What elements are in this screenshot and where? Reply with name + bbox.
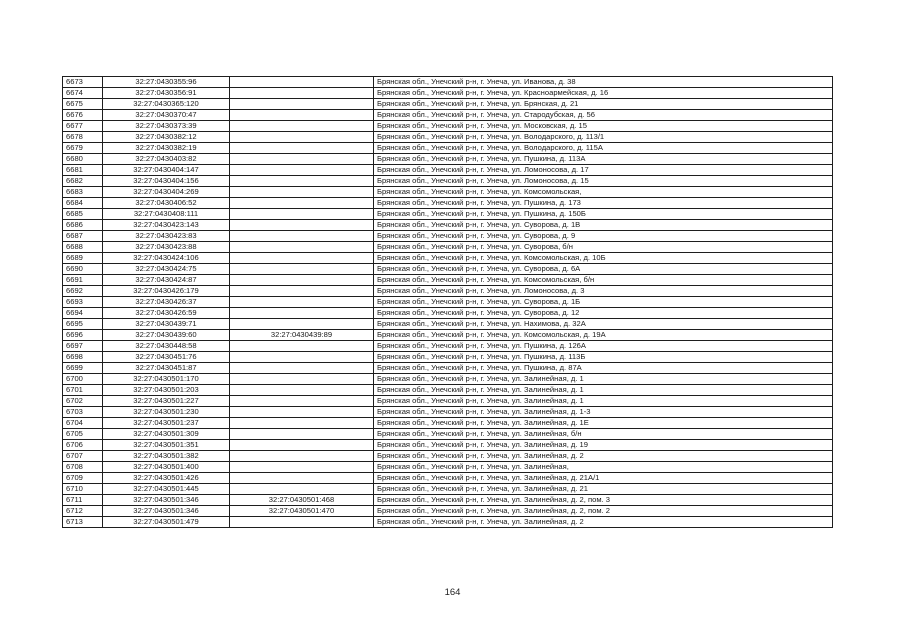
linked-cadastral-number-cell (230, 341, 374, 352)
linked-cadastral-number-cell: 32:27:0430501:470 (230, 506, 374, 517)
linked-cadastral-number-cell (230, 110, 374, 121)
row-number-cell: 6705 (63, 429, 103, 440)
linked-cadastral-number-cell (230, 462, 374, 473)
address-cell: Брянская обл., Унечский р-н, г. Унеча, ул. Залинейная, д. 1-3 (374, 407, 833, 418)
table-row (63, 484, 833, 495)
table-row (63, 176, 833, 187)
table-row (63, 374, 833, 385)
linked-cadastral-number-cell (230, 220, 374, 231)
cadastral-number-cell: 32:27:0430382:12 (103, 132, 230, 143)
cadastral-number-cell: 32:27:0430406:52 (103, 198, 230, 209)
row-number-cell: 6696 (63, 330, 103, 341)
linked-cadastral-number-cell (230, 77, 374, 88)
row-number-cell: 6687 (63, 231, 103, 242)
table-row (63, 308, 833, 319)
row-number-cell: 6692 (63, 286, 103, 297)
cadastral-number-cell: 32:27:0430501:445 (103, 484, 230, 495)
table-row (63, 462, 833, 473)
address-cell: Брянская обл., Унечский р-н, г. Унеча, ул. Суворова, д. 6А (374, 264, 833, 275)
address-cell: Брянская обл., Унечский р-н, г. Унеча, ул. Красноармейская, д. 16 (374, 88, 833, 99)
table-row (63, 286, 833, 297)
table-row (63, 330, 833, 341)
linked-cadastral-number-cell: 32:27:0430501:468 (230, 495, 374, 506)
row-number-cell: 6706 (63, 440, 103, 451)
row-number-cell: 6693 (63, 297, 103, 308)
address-cell: Брянская обл., Унечский р-н, г. Унеча, ул. Залинейная, д. 1 (374, 396, 833, 407)
address-cell: Брянская обл., Унечский р-н, г. Унеча, ул. Залинейная, д. 1 (374, 374, 833, 385)
row-number-cell: 6678 (63, 132, 103, 143)
cadastral-number-cell: 32:27:0430501:426 (103, 473, 230, 484)
linked-cadastral-number-cell (230, 429, 374, 440)
table-row (63, 473, 833, 484)
address-cell: Брянская обл., Унечский р-н, г. Унеча, ул. Суворова, д. 1В (374, 220, 833, 231)
row-number-cell: 6712 (63, 506, 103, 517)
address-cell: Брянская обл., Унечский р-н, г. Унеча, ул. Залинейная, д. 2, пом. 2 (374, 506, 833, 517)
linked-cadastral-number-cell (230, 121, 374, 132)
table-row (63, 110, 833, 121)
linked-cadastral-number-cell (230, 275, 374, 286)
row-number-cell: 6682 (63, 176, 103, 187)
cadastral-number-cell: 32:27:0430355:96 (103, 77, 230, 88)
linked-cadastral-number-cell (230, 451, 374, 462)
linked-cadastral-number-cell (230, 286, 374, 297)
row-number-cell: 6685 (63, 209, 103, 220)
linked-cadastral-number-cell: 32:27:0430439:89 (230, 330, 374, 341)
row-number-cell: 6701 (63, 385, 103, 396)
table-row (63, 275, 833, 286)
cadastral-number-cell: 32:27:0430501:230 (103, 407, 230, 418)
table-row (63, 341, 833, 352)
row-number-cell: 6675 (63, 99, 103, 110)
cadastral-number-cell: 32:27:0430451:87 (103, 363, 230, 374)
address-cell: Брянская обл., Унечский р-н, г. Унеча, ул. Суворова, б/н (374, 242, 833, 253)
row-number-cell: 6702 (63, 396, 103, 407)
row-number-cell: 6681 (63, 165, 103, 176)
row-number-cell: 6713 (63, 517, 103, 528)
table-row (63, 231, 833, 242)
row-number-cell: 6676 (63, 110, 103, 121)
row-number-cell: 6689 (63, 253, 103, 264)
linked-cadastral-number-cell (230, 352, 374, 363)
linked-cadastral-number-cell (230, 209, 374, 220)
cadastral-number-cell: 32:27:0430404:269 (103, 187, 230, 198)
linked-cadastral-number-cell (230, 154, 374, 165)
linked-cadastral-number-cell (230, 88, 374, 99)
cadastral-number-cell: 32:27:0430365:120 (103, 99, 230, 110)
row-number-cell: 6680 (63, 154, 103, 165)
cadastral-number-cell: 32:27:0430501:203 (103, 385, 230, 396)
page-number: 164 (444, 587, 461, 598)
cadastral-number-cell: 32:27:0430404:147 (103, 165, 230, 176)
linked-cadastral-number-cell (230, 253, 374, 264)
table-row (63, 165, 833, 176)
address-cell: Брянская обл., Унечский р-н, г. Унеча, ул. Пушкина, д. 113А (374, 154, 833, 165)
cadastral-number-cell: 32:27:0430501:170 (103, 374, 230, 385)
row-number-cell: 6698 (63, 352, 103, 363)
address-cell: Брянская обл., Унечский р-н, г. Унеча, ул. Суворова, д. 12 (374, 308, 833, 319)
row-number-cell: 6688 (63, 242, 103, 253)
row-number-cell: 6708 (63, 462, 103, 473)
cadastral-number-cell: 32:27:0430424:75 (103, 264, 230, 275)
cadastral-number-cell: 32:27:0430408:111 (103, 209, 230, 220)
address-cell: Брянская обл., Унечский р-н, г. Унеча, ул. Залинейная, д. 19 (374, 440, 833, 451)
address-cell: Брянская обл., Унечский р-н, г. Унеча, ул. Володарского, д. 115А (374, 143, 833, 154)
linked-cadastral-number-cell (230, 407, 374, 418)
row-number-cell: 6674 (63, 88, 103, 99)
cadastral-number-cell: 32:27:0430373:39 (103, 121, 230, 132)
registry-table (62, 76, 833, 528)
linked-cadastral-number-cell (230, 165, 374, 176)
address-cell: Брянская обл., Унечский р-н, г. Унеча, ул. Комсомольская, (374, 187, 833, 198)
address-cell: Брянская обл., Унечский р-н, г. Унеча, ул. Залинейная, д. 2, пом. 3 (374, 495, 833, 506)
address-cell: Брянская обл., Унечский р-н, г. Унеча, ул. Пушкина, д. 173 (374, 198, 833, 209)
table-row (63, 99, 833, 110)
address-cell: Брянская обл., Унечский р-н, г. Унеча, ул. Пушкина, д. 126А (374, 341, 833, 352)
row-number-cell: 6703 (63, 407, 103, 418)
cadastral-number-cell: 32:27:0430501:479 (103, 517, 230, 528)
row-number-cell: 6679 (63, 143, 103, 154)
cadastral-number-cell: 32:27:0430356:91 (103, 88, 230, 99)
table-row (63, 506, 833, 517)
row-number-cell: 6711 (63, 495, 103, 506)
row-number-cell: 6707 (63, 451, 103, 462)
address-cell: Брянская обл., Унечский р-н, г. Унеча, ул. Суворова, д. 9 (374, 231, 833, 242)
cadastral-number-cell: 32:27:0430424:87 (103, 275, 230, 286)
address-cell: Брянская обл., Унечский р-н, г. Унеча, ул. Московская, д. 15 (374, 121, 833, 132)
cadastral-number-cell: 32:27:0430501:346 (103, 506, 230, 517)
linked-cadastral-number-cell (230, 517, 374, 528)
cadastral-number-cell: 32:27:0430501:309 (103, 429, 230, 440)
linked-cadastral-number-cell (230, 484, 374, 495)
row-number-cell: 6697 (63, 341, 103, 352)
table-row (63, 88, 833, 99)
row-number-cell: 6709 (63, 473, 103, 484)
linked-cadastral-number-cell (230, 297, 374, 308)
table-row (63, 77, 833, 88)
table-row (63, 297, 833, 308)
cadastral-number-cell: 32:27:0430382:19 (103, 143, 230, 154)
address-cell: Брянская обл., Унечский р-н, г. Унеча, ул. Пушкина, д. 113Б (374, 352, 833, 363)
cadastral-number-cell: 32:27:0430370:47 (103, 110, 230, 121)
cadastral-number-cell: 32:27:0430423:88 (103, 242, 230, 253)
linked-cadastral-number-cell (230, 396, 374, 407)
table-row (63, 407, 833, 418)
cadastral-number-cell: 32:27:0430426:179 (103, 286, 230, 297)
linked-cadastral-number-cell (230, 319, 374, 330)
table-row (63, 121, 833, 132)
address-cell: Брянская обл., Унечский р-н, г. Унеча, ул. Пушкина, д. 87А (374, 363, 833, 374)
row-number-cell: 6710 (63, 484, 103, 495)
address-cell: Брянская обл., Унечский р-н, г. Унеча, ул. Залинейная, д. 2 (374, 517, 833, 528)
table-row (63, 187, 833, 198)
table-row (63, 198, 833, 209)
table-row (63, 220, 833, 231)
linked-cadastral-number-cell (230, 363, 374, 374)
cadastral-number-cell: 32:27:0430423:143 (103, 220, 230, 231)
linked-cadastral-number-cell (230, 99, 374, 110)
linked-cadastral-number-cell (230, 231, 374, 242)
address-cell: Брянская обл., Унечский р-н, г. Унеча, ул. Пушкина, д. 150Б (374, 209, 833, 220)
address-cell: Брянская обл., Унечский р-н, г. Унеча, ул. Суворова, д. 1Б (374, 297, 833, 308)
address-cell: Брянская обл., Унечский р-н, г. Унеча, ул. Ломоносова, д. 15 (374, 176, 833, 187)
row-number-cell: 6695 (63, 319, 103, 330)
cadastral-number-cell: 32:27:0430404:156 (103, 176, 230, 187)
table-row (63, 451, 833, 462)
cadastral-number-cell: 32:27:0430426:59 (103, 308, 230, 319)
cadastral-number-cell: 32:27:0430501:400 (103, 462, 230, 473)
linked-cadastral-number-cell (230, 176, 374, 187)
table-row (63, 209, 833, 220)
linked-cadastral-number-cell (230, 308, 374, 319)
row-number-cell: 6684 (63, 198, 103, 209)
address-cell: Брянская обл., Унечский р-н, г. Унеча, ул. Залинейная, д. 21 (374, 484, 833, 495)
linked-cadastral-number-cell (230, 198, 374, 209)
table-row (63, 242, 833, 253)
cadastral-number-cell: 32:27:0430424:106 (103, 253, 230, 264)
cadastral-number-cell: 32:27:0430448:58 (103, 341, 230, 352)
linked-cadastral-number-cell (230, 374, 374, 385)
cadastral-number-cell: 32:27:0430451:76 (103, 352, 230, 363)
cadastral-number-cell: 32:27:0430501:351 (103, 440, 230, 451)
linked-cadastral-number-cell (230, 132, 374, 143)
address-cell: Брянская обл., Унечский р-н, г. Унеча, ул. Залинейная, б/н (374, 429, 833, 440)
row-number-cell: 6677 (63, 121, 103, 132)
linked-cadastral-number-cell (230, 418, 374, 429)
table-row (63, 319, 833, 330)
linked-cadastral-number-cell (230, 264, 374, 275)
cadastral-number-cell: 32:27:0430439:60 (103, 330, 230, 341)
cadastral-number-cell: 32:27:0430501:346 (103, 495, 230, 506)
address-cell: Брянская обл., Унечский р-н, г. Унеча, ул. Залинейная, д. 1Е (374, 418, 833, 429)
table-row (63, 363, 833, 374)
cadastral-number-cell: 32:27:0430501:382 (103, 451, 230, 462)
row-number-cell: 6700 (63, 374, 103, 385)
cadastral-number-cell: 32:27:0430426:37 (103, 297, 230, 308)
row-number-cell: 6704 (63, 418, 103, 429)
cadastral-number-cell: 32:27:0430439:71 (103, 319, 230, 330)
row-number-cell: 6686 (63, 220, 103, 231)
registry-table-body (63, 77, 833, 528)
table-row (63, 264, 833, 275)
table-row (63, 396, 833, 407)
address-cell: Брянская обл., Унечский р-н, г. Унеча, ул. Ломоносова, д. 17 (374, 165, 833, 176)
table-row (63, 385, 833, 396)
address-cell: Брянская обл., Унечский р-н, г. Унеча, ул. Залинейная, д. 2 (374, 451, 833, 462)
address-cell: Брянская обл., Унечский р-н, г. Унеча, ул. Залинейная, д. 21А/1 (374, 473, 833, 484)
row-number-cell: 6673 (63, 77, 103, 88)
table-row (63, 495, 833, 506)
table-row (63, 352, 833, 363)
table-row (63, 132, 833, 143)
address-cell: Брянская обл., Унечский р-н, г. Унеча, ул. Залинейная, д. 1 (374, 385, 833, 396)
row-number-cell: 6691 (63, 275, 103, 286)
address-cell: Брянская обл., Унечский р-н, г. Унеча, ул. Ломоносова, д. 3 (374, 286, 833, 297)
linked-cadastral-number-cell (230, 242, 374, 253)
table-row (63, 418, 833, 429)
address-cell: Брянская обл., Унечский р-н, г. Унеча, ул. Стародубская, д. 56 (374, 110, 833, 121)
address-cell: Брянская обл., Унечский р-н, г. Унеча, ул. Иванова, д. 38 (374, 77, 833, 88)
row-number-cell: 6699 (63, 363, 103, 374)
linked-cadastral-number-cell (230, 440, 374, 451)
cadastral-number-cell: 32:27:0430423:83 (103, 231, 230, 242)
linked-cadastral-number-cell (230, 187, 374, 198)
cadastral-number-cell: 32:27:0430403:82 (103, 154, 230, 165)
linked-cadastral-number-cell (230, 385, 374, 396)
row-number-cell: 6683 (63, 187, 103, 198)
cadastral-number-cell: 32:27:0430501:237 (103, 418, 230, 429)
row-number-cell: 6694 (63, 308, 103, 319)
linked-cadastral-number-cell (230, 143, 374, 154)
row-number-cell: 6690 (63, 264, 103, 275)
address-cell: Брянская обл., Унечский р-н, г. Унеча, ул. Комсомольская, д. 19А (374, 330, 833, 341)
address-cell: Брянская обл., Унечский р-н, г. Унеча, ул. Комсомольская, б/н (374, 275, 833, 286)
table-row (63, 429, 833, 440)
address-cell: Брянская обл., Унечский р-н, г. Унеча, ул. Брянская, д. 21 (374, 99, 833, 110)
cadastral-number-cell: 32:27:0430501:227 (103, 396, 230, 407)
address-cell: Брянская обл., Унечский р-н, г. Унеча, ул. Володарского, д. 113/1 (374, 132, 833, 143)
linked-cadastral-number-cell (230, 473, 374, 484)
table-row (63, 440, 833, 451)
address-cell: Брянская обл., Унечский р-н, г. Унеча, ул. Нахимова, д. 32А (374, 319, 833, 330)
address-cell: Брянская обл., Унечский р-н, г. Унеча, ул. Комсомольская, д. 10Б (374, 253, 833, 264)
table-row (63, 253, 833, 264)
address-cell: Брянская обл., Унечский р-н, г. Унеча, ул. Залинейная, (374, 462, 833, 473)
table-row (63, 154, 833, 165)
table-row (63, 143, 833, 154)
table-row (63, 517, 833, 528)
